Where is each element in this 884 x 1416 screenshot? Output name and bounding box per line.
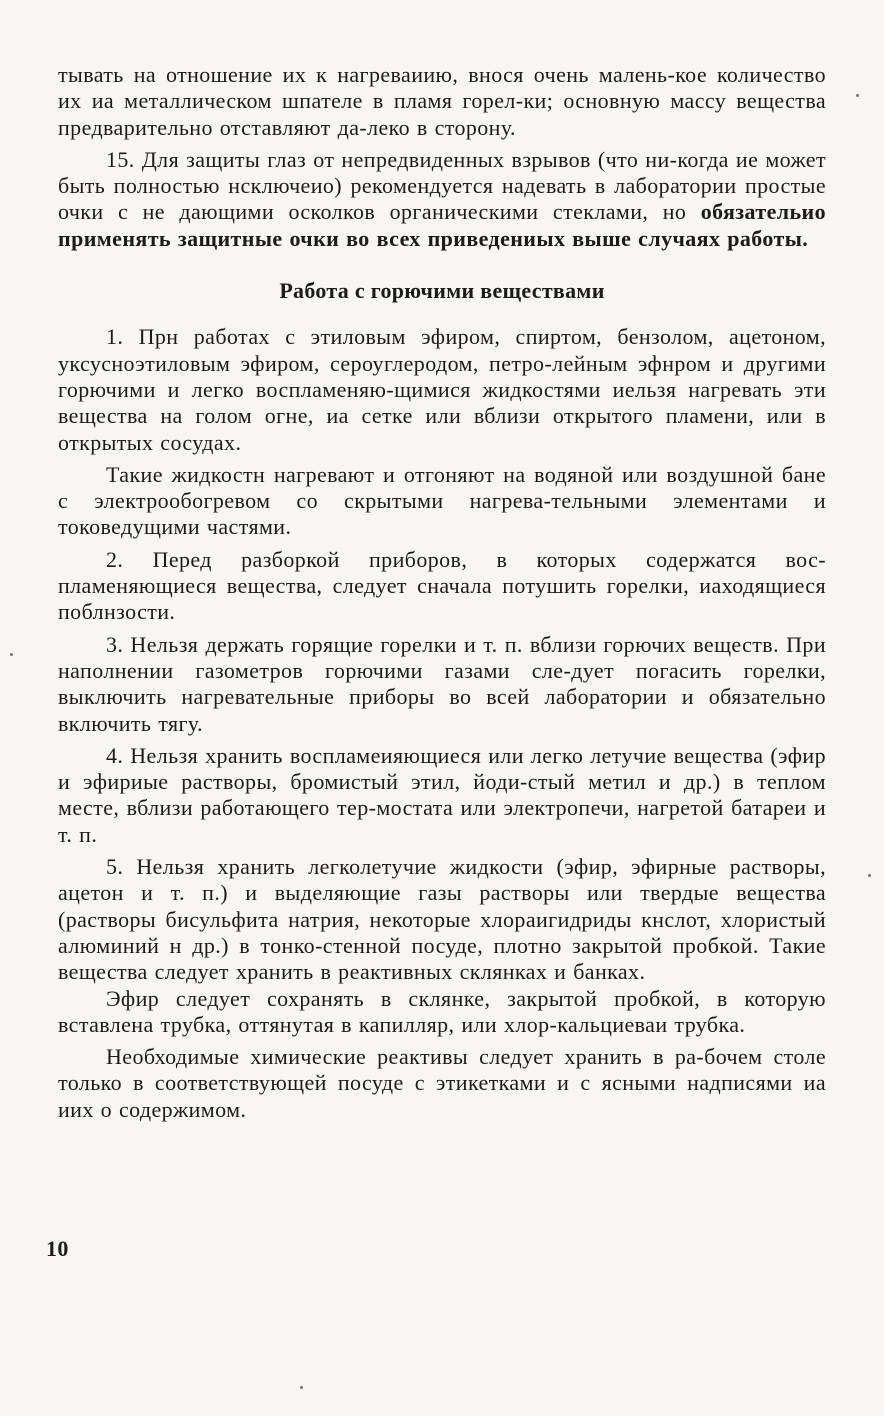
paragraph-continuation: тывать на отношение их к нагреваиию, внося очень малень-кое количество их иа металлическом шпателе в пламя горел-ки; основную массу вещества предварительно отставляют да-леко в сторону. — [58, 62, 826, 140]
paragraph-item-2: 2. Перед разборкой приборов, в которых содержатся вос-пламеняющиеся вещества, следует сначала потушить горелки, иаходящиеся поблнзости. — [58, 546, 826, 625]
scan-speck — [10, 653, 13, 656]
paragraph-reagent-storage: Необходимые химические реактивы следует хранить в ра-бочем столе только в соответствующей посуде с этикетками и с ясными надписями иа иих о содержимом. — [58, 1044, 826, 1122]
paragraph-item-15-text: 15. Для защиты глаз от непредвиденных взрывов (что ни-когда ие может быть полностью нсключеио) рекомендуется надевать в лаборатории простые очки с не дающими осколков органическими стеклами, но — [58, 146, 826, 225]
paragraph-item-1-continued: Такие жидкостн нагревают и отгоняют на водяной или воздушной бане с электрообогревом со скрытыми нагрева-тельными элементами и токоведущими частями. — [58, 461, 826, 540]
paragraph-item-15-bold-text: обязательио применять защитные очки во всех приведениых выше случаях работы. — [58, 199, 826, 251]
paragraph-item-4: 4. Нельзя хранить воспламеияющиеся или легко летучие вещества (эфир и эфириые растворы, бромистый этил, йоди-стый метил и др.) в теплом месте, вблизи работающего тер-мостата или электропечи, нагретой батареи и т. п. — [58, 742, 826, 847]
scan-speck — [300, 1386, 303, 1389]
scan-speck — [868, 874, 871, 877]
section-heading: Работа с горючими веществами — [279, 278, 605, 304]
paragraph-item-15 — [58, 147, 826, 252]
paragraph-item-3: 3. Нельзя держать горящие горелки и т. п. вблизи горючих веществ. При наполнении газометров горючими газами сле-дует погасить горелки, выключить нагревательные приборы во всей лаборатории и обязательно включить тягу. — [58, 631, 826, 736]
paragraph-ether-storage: Эфир следует сохранять в склянке, закрытой пробкой, в которую вставлена трубка, оттянутая в капилляр, или хлор-кальциеваи трубка. — [58, 985, 826, 1037]
page-number: 10 — [46, 1236, 69, 1261]
scan-speck — [856, 94, 859, 97]
paragraph-item-1: 1. Прн работах с этиловым эфиром, спиртом, бензолом, ацетоном, уксусноэтиловым эфиром, сероуглеродом, петро-лейным эфнром и другими горючими и легко воспламеняю-щимися жидкостями иельзя нагревать эти вещества на голом огне, иа сетке или вблизи открытого пламени, или в открытых сосудах. — [58, 324, 826, 455]
paragraph-item-5: 5. Нельзя хранить легколетучие жидкости (эфир, эфирные растворы, ацетон и т. п.) и выделяющие газы растворы или твердые вещества (растворы бисульфита натрия, некоторые хлораигидриды кнслот, хлористый алюминий н др.) в тонко-стенной посуде, плотно закрытой пробкой. Такие вещества следует хранить в реактивных склянках и банках. — [58, 854, 826, 985]
